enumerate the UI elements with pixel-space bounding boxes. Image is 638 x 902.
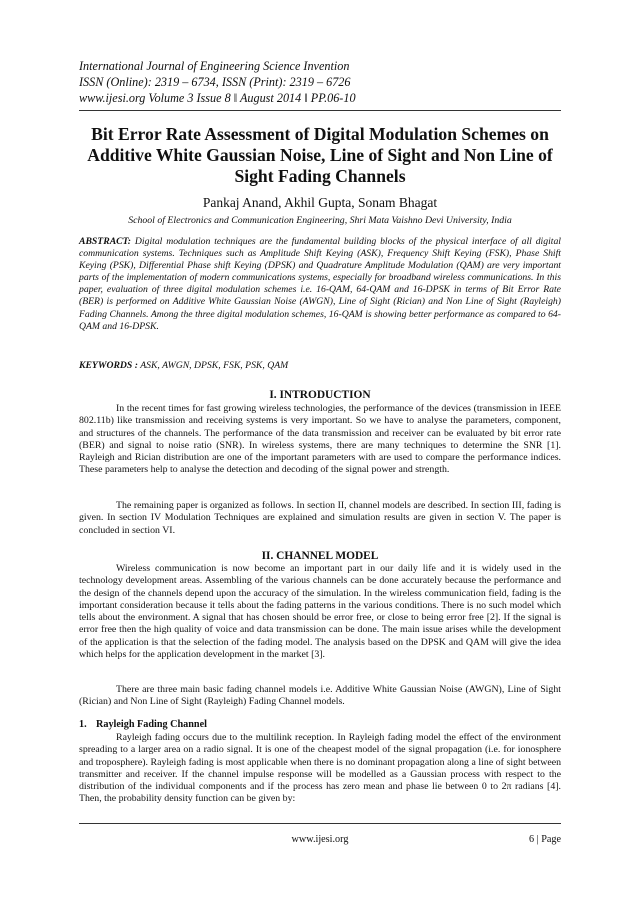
footer-page-number: 6 | Page — [528, 834, 561, 845]
journal-name: International Journal of Engineering Science Invention — [79, 59, 350, 73]
footer-url: www.ijesi.org — [291, 834, 349, 845]
channel-paragraph-1 — [79, 563, 561, 661]
abstract-label: ABSTRACT: — [79, 236, 132, 247]
paper-authors: Pankaj Anand, Akhil Gupta, Sonam Bhagat — [202, 195, 438, 210]
abstract-text: Digital modulation techniques are the fundamental building blocks of the physical interface of all digital communication systems. Techniques such as Amplitude Shift Keying (ASK), Frequency Shift Keying (FSK), Phase Shift Keying (PSK), Differential Phase shift Keying (DPSK) and Quadrature Amplitude Modulation (QAM) are very important parts of the implementation of modern communications systems, especially for broadband wireless communications. In this paper, evaluation of three digital modulation schemes i.e. 16-QAM, 64-QAM and 16-DPSK in terms of Bit Error Rate (BER) is performed on Additive White Gaussian Noise (AWGN), Line of Sight (Rician) and Non Line of Sight (Rayleigh) Fading Channels. Among the three digital modulation schemes, 16-QAM is showing better performance as compared to 64-QAM and 16-DPSK. — [79, 236, 561, 332]
footer-rule — [79, 823, 561, 824]
section-heading-introduction: I. INTRODUCTION — [269, 389, 371, 401]
channel-paragraph-2 — [79, 684, 561, 709]
rayleigh-paragraph — [79, 732, 561, 806]
journal-header — [79, 58, 579, 106]
intro-paragraph-2-text: The remaining paper is organized as follows. In section II, channel models are described. In section III, fading is given. In section IV Modulation Techniques are explained and simulation results are given in section V. The paper is concluded in section VI. — [79, 500, 561, 536]
header-rule — [79, 110, 561, 111]
journal-volume: www.ijesi.org Volume 3 Issue 8 ǁ August 2014 ǁ PP.06-10 — [79, 91, 356, 105]
section-heading-channel-model: II. CHANNEL MODEL — [261, 550, 379, 562]
subsection-heading — [79, 719, 207, 731]
channel-paragraph-2-text: There are three main basic fading channel models i.e. Additive White Gaussian Noise (AWGN), Line of Sight (Rician) and Non Line of Sight (Rayleigh) Fading Channel models. — [79, 684, 561, 708]
subsection-number: 1. — [79, 719, 87, 730]
intro-paragraph-1 — [79, 403, 561, 477]
rayleigh-paragraph-text: Rayleigh fading occurs due to the multilink reception. In Rayleigh fading model the effect of the environment spreading to a larger area on a radio signal. It is one of the cheapest model of the signal propagation (i.e. for ionosphere and troposphere). Rayleigh fading is most applicable when there is no dominant propagation along a line of sight between transmitter and receiver. If the channel impulse response will be modelled as a Gaussian process with respect to the distribution of the individual components and if the process has zero mean and phase lie between 0 to 2π radians [4]. Then, the probability density function can be given by: — [79, 732, 561, 805]
keywords — [79, 360, 561, 372]
intro-paragraph-2 — [79, 500, 561, 537]
intro-paragraph-1-text: In the recent times for fast growing wireless technologies, the performance of the devices (transmission in IEEE 802.11b) like transmission and receiving systems is very important. So we have to analyse the parameters, component, and structures of the channels. The performance of the data transmission and receiver can be evaluated by bit error rate (BER) and signal to noise ratio (SNR). In wireless systems, there are many techniques to determine the SNR [1]. Rayleigh and Rician distribution are one of the important parameters with are used to compare the performance indices. These parameters help to analyse the detection and decoding of the signal power and strength. — [79, 403, 561, 476]
journal-issn: ISSN (Online): 2319 – 6734, ISSN (Print): 2319 – 6726 — [79, 75, 351, 89]
keywords-label: KEYWORDS : — [79, 360, 138, 371]
subsection-title: Rayleigh Fading Channel — [96, 719, 207, 730]
abstract — [79, 236, 561, 333]
channel-paragraph-1-text: Wireless communication is now become an important part in our daily life and it is widely used in the technology development areas. Assembling of the various channels can be done accurately because the performance and the design of the channels depend upon the accuracy of the simulation. In the wireless communication field, fading is the important consideration because it tells about the fading patterns in the various conditions. There is no such model which tells about the environment. A signal that has chosen should be error free, or close to being error free [2]. If the signal is error free then the high quality of voice and data transmission can be done. The main issue arises while the development of the application is that the selection of the fading model. The analysis based on the DPSK and QAM will give the idea which helps for the application development in the market [3]. — [79, 563, 561, 661]
paper-title: Bit Error Rate Assessment of Digital Modulation Schemes on Additive White Gaussian Noise, Line of Sight and Non Line of Sight Fading Channels — [87, 124, 553, 186]
keywords-text: ASK, AWGN, DPSK, FSK, PSK, QAM — [137, 360, 289, 371]
paper-affiliation: School of Electronics and Communication Engineering, Shri Mata Vaishno Devi University, India — [128, 215, 512, 226]
